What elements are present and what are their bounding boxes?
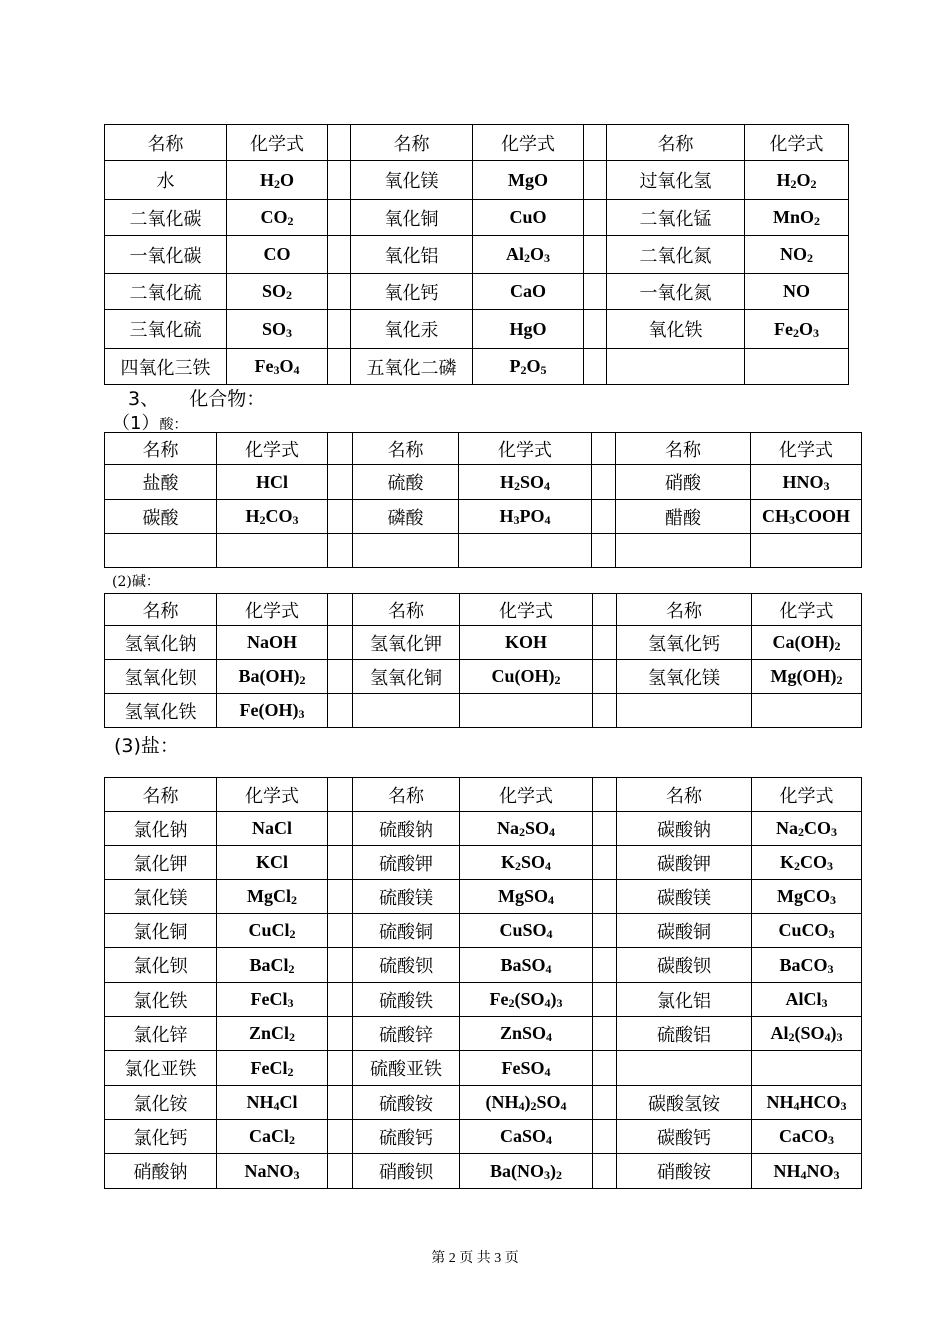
compound-name: 二氧化硫 [105, 274, 227, 310]
chemical-formula: HgO [473, 310, 584, 349]
column-gap [328, 1017, 353, 1051]
chemical-formula: $Fe_2(SO_4)_3$ [460, 983, 593, 1017]
chemical-formula [752, 1051, 862, 1086]
compound-name: 硫酸钠 [353, 812, 460, 846]
compound-name: 硫酸镁 [353, 880, 460, 914]
chemical-formula: $Mg(OH)_2$ [752, 660, 862, 694]
chemical-formula: $NH_4Cl$ [217, 1086, 328, 1120]
chemical-formula: BaCl$_2$ [217, 948, 328, 983]
formula-header: 化学式 [473, 125, 584, 161]
chemical-formula: FeCl$_3$ [217, 983, 328, 1017]
table-row [105, 1017, 862, 1051]
chemical-formula: AlCl$_3$ [752, 983, 862, 1017]
salts-body [105, 778, 862, 1189]
compound-name: 氯化钙 [105, 1120, 217, 1154]
table-row [105, 465, 862, 500]
chemical-formula: KOH [460, 626, 593, 660]
column-gap [328, 1154, 353, 1189]
name-header: 名称 [616, 433, 751, 465]
compound-name [617, 694, 752, 728]
compound-name [616, 534, 751, 568]
column-gap [328, 914, 353, 948]
header-row [105, 594, 862, 626]
compound-name: 硫酸铝 [617, 1017, 752, 1051]
chemical-formula: MgO [473, 161, 584, 200]
compound-name: 硝酸钠 [105, 1154, 217, 1189]
compound-name: 氧化铜 [351, 200, 473, 236]
compound-name: 氢氧化钡 [105, 660, 217, 694]
chemical-formula [217, 534, 328, 568]
compound-name: 氢氧化铁 [105, 694, 217, 728]
compound-name: 硫酸铜 [353, 914, 460, 948]
column-gap [328, 812, 353, 846]
compound-name: 氯化铁 [105, 983, 217, 1017]
chemical-formula: $(NH_4)_2SO_4$ [460, 1086, 593, 1120]
column-gap [328, 534, 353, 568]
column-gap [584, 236, 607, 274]
compound-name: 二氧化氮 [607, 236, 745, 274]
name-header: 名称 [105, 433, 217, 465]
column-gap [328, 846, 353, 880]
section-3-number: 3、 [128, 388, 160, 410]
compound-name: 三氧化硫 [105, 310, 227, 349]
compound-name: 氢氧化钾 [353, 626, 460, 660]
column-gap [328, 948, 353, 983]
column-gap [584, 161, 607, 200]
chemical-formula [460, 694, 593, 728]
compound-name: 一氧化氮 [607, 274, 745, 310]
compound-name: 碳酸钙 [617, 1120, 752, 1154]
compound-name: 二氧化锰 [607, 200, 745, 236]
column-gap [584, 274, 607, 310]
compound-name: 碳酸钡 [617, 948, 752, 983]
chemical-formula: $P_2O_5$ [473, 349, 584, 385]
column-gap [593, 914, 617, 948]
chemical-formula: $K_2CO_3$ [752, 846, 862, 880]
compound-name: 硝酸铵 [617, 1154, 752, 1189]
chemical-formula: CaO [473, 274, 584, 310]
compound-name: 水 [105, 161, 227, 200]
salts-label: (3)盐： [114, 735, 179, 757]
bases-label: (2)碱： [112, 574, 160, 590]
compound-name: 硫酸 [353, 465, 459, 500]
formula-header: 化学式 [460, 778, 593, 812]
compound-name: 氢氧化镁 [617, 660, 752, 694]
compound-name: 五氧化二磷 [351, 349, 473, 385]
compound-name: 氯化钡 [105, 948, 217, 983]
compound-name: 氢氧化钠 [105, 626, 217, 660]
compound-name: 一氧化碳 [105, 236, 227, 274]
column-gap [593, 812, 617, 846]
column-gap [328, 125, 351, 161]
compound-name: 氧化汞 [351, 310, 473, 349]
salts-table [104, 777, 862, 1189]
column-gap [328, 433, 353, 465]
compound-name: 硝酸钡 [353, 1154, 460, 1189]
name-header: 名称 [105, 125, 227, 161]
compound-name [353, 534, 459, 568]
compound-name: 四氧化三铁 [105, 349, 227, 385]
table-row [105, 274, 849, 310]
column-gap [328, 1086, 353, 1120]
table-row [105, 660, 862, 694]
chemical-formula [745, 349, 849, 385]
column-gap [593, 846, 617, 880]
section-3-title: 化合物： [189, 388, 266, 410]
column-gap [328, 274, 351, 310]
table-row [105, 812, 862, 846]
compound-name: 硫酸铵 [353, 1086, 460, 1120]
compound-name: 氧化铝 [351, 236, 473, 274]
chemical-formula: ZnSO$_4$ [460, 1017, 593, 1051]
column-gap [328, 983, 353, 1017]
formula-header: 化学式 [217, 778, 328, 812]
chemical-formula: NO [745, 274, 849, 310]
acids-label-text: 酸： [159, 417, 188, 433]
chemical-formula: CuCO$_3$ [752, 914, 862, 948]
chemical-formula: $Fe_3O_4$ [227, 349, 328, 385]
column-gap [592, 433, 616, 465]
column-gap [328, 1120, 353, 1154]
header-row [105, 778, 862, 812]
acids-body [105, 433, 862, 568]
acids-label-number: （1） [112, 413, 160, 434]
compound-name: 盐酸 [105, 465, 217, 500]
column-gap [592, 465, 616, 500]
chemical-formula: $HNO_3$ [751, 465, 862, 500]
compound-name [607, 349, 745, 385]
formula-header: 化学式 [459, 433, 592, 465]
compound-name: 氧化镁 [351, 161, 473, 200]
column-gap [328, 161, 351, 200]
compound-name: 硫酸钾 [353, 846, 460, 880]
name-header: 名称 [617, 594, 752, 626]
compound-name: 硫酸锌 [353, 1017, 460, 1051]
chemical-formula: $H_3PO_4$ [459, 500, 592, 534]
column-gap [593, 694, 617, 728]
formula-header: 化学式 [751, 433, 862, 465]
chemical-formula: CuO [473, 200, 584, 236]
name-header: 名称 [353, 433, 459, 465]
chemical-formula: $SO_2$ [227, 274, 328, 310]
column-gap [592, 500, 616, 534]
chemical-formula: MgSO$_4$ [460, 880, 593, 914]
column-gap [328, 880, 353, 914]
column-gap [328, 694, 353, 728]
chemical-formula: $CH_3COOH$ [751, 500, 862, 534]
chemical-formula: BaCO$_3$ [752, 948, 862, 983]
column-gap [593, 1051, 617, 1086]
compound-name: 硫酸钙 [353, 1120, 460, 1154]
table-row [105, 161, 849, 200]
page-footer: 第 2 页 共 3 页 [431, 1251, 519, 1266]
column-gap [593, 594, 617, 626]
table-row [105, 626, 862, 660]
chemical-formula: $Na_2SO_4$ [460, 812, 593, 846]
column-gap [593, 880, 617, 914]
table-row [105, 694, 862, 728]
bases-table [104, 593, 862, 728]
chemical-formula: CuCl$_2$ [217, 914, 328, 948]
name-header: 名称 [617, 778, 752, 812]
compound-name: 氧化钙 [351, 274, 473, 310]
formula-header: 化学式 [217, 433, 328, 465]
table-row [105, 1120, 862, 1154]
compound-name: 硫酸铁 [353, 983, 460, 1017]
chemical-formula: $Al_2O_3$ [473, 236, 584, 274]
compound-name: 氯化钾 [105, 846, 217, 880]
table-row [105, 1154, 862, 1189]
column-gap [584, 310, 607, 349]
name-header: 名称 [351, 125, 473, 161]
compound-name: 碳酸钾 [617, 846, 752, 880]
chemical-formula: $SO_3$ [227, 310, 328, 349]
table-row [105, 500, 862, 534]
column-gap [328, 626, 353, 660]
compound-name: 过氧化氢 [607, 161, 745, 200]
table-row [105, 310, 849, 349]
chemical-formula: $Fe(OH)_3$ [217, 694, 328, 728]
compound-name: 碳酸 [105, 500, 217, 534]
formula-header: 化学式 [217, 594, 328, 626]
acids-table [104, 432, 862, 568]
chemical-formula: $H_2O$ [227, 161, 328, 200]
chemical-formula: FeCl$_2$ [217, 1051, 328, 1086]
name-header: 名称 [353, 594, 460, 626]
chemical-formula: MnO$_2$ [745, 200, 849, 236]
compound-name: 氯化铜 [105, 914, 217, 948]
column-gap [593, 983, 617, 1017]
table-row [105, 914, 862, 948]
oxides-table [104, 124, 849, 385]
column-gap [593, 778, 617, 812]
compound-name: 二氧化碳 [105, 200, 227, 236]
name-header: 名称 [607, 125, 745, 161]
compound-name: 碳酸铜 [617, 914, 752, 948]
column-gap [328, 1051, 353, 1086]
chemical-formula: CO [227, 236, 328, 274]
header-row [105, 125, 849, 161]
compound-name: 碳酸钠 [617, 812, 752, 846]
table-row [105, 236, 849, 274]
chemical-formula: $Ca(OH)_2$ [752, 626, 862, 660]
chemical-formula: $NO_2$ [745, 236, 849, 274]
column-gap [584, 125, 607, 161]
chemical-formula: NaNO$_3$ [217, 1154, 328, 1189]
chemical-formula: $Ba(NO_3)_2$ [460, 1154, 593, 1189]
compound-name: 氯化亚铁 [105, 1051, 217, 1086]
compound-name [617, 1051, 752, 1086]
chemical-formula: $Na_2CO_3$ [752, 812, 862, 846]
compound-name: 硫酸亚铁 [353, 1051, 460, 1086]
chemical-formula: CuSO$_4$ [460, 914, 593, 948]
chemical-formula: NaOH [217, 626, 328, 660]
compound-name: 碳酸氢铵 [617, 1086, 752, 1120]
column-gap [328, 594, 353, 626]
chemical-formula [751, 534, 862, 568]
table-row [105, 846, 862, 880]
table-row [105, 1086, 862, 1120]
compound-name: 碳酸镁 [617, 880, 752, 914]
chemical-formula: MgCl$_2$ [217, 880, 328, 914]
compound-name: 氢氧化铜 [353, 660, 460, 694]
compound-name: 氯化铝 [617, 983, 752, 1017]
formula-header: 化学式 [745, 125, 849, 161]
chemical-formula: $Ba(OH)_2$ [217, 660, 328, 694]
chemical-formula: MgCO$_3$ [752, 880, 862, 914]
table-row [105, 948, 862, 983]
chemical-formula: $CO_2$ [227, 200, 328, 236]
chemical-formula: $Cu(OH)_2$ [460, 660, 593, 694]
table-row [105, 880, 862, 914]
formula-header: 化学式 [752, 594, 862, 626]
column-gap [328, 200, 351, 236]
name-header: 名称 [105, 594, 217, 626]
chemical-formula: $Al_2(SO_4)_3$ [752, 1017, 862, 1051]
chemical-formula: $NH_4NO_3$ [752, 1154, 862, 1189]
compound-name: 氢氧化钙 [617, 626, 752, 660]
chemical-formula [459, 534, 592, 568]
column-gap [328, 660, 353, 694]
compound-name: 硫酸钡 [353, 948, 460, 983]
compound-name: 氯化钠 [105, 812, 217, 846]
chemical-formula: NaCl [217, 812, 328, 846]
chemical-formula: CaCl$_2$ [217, 1120, 328, 1154]
compound-name: 氯化锌 [105, 1017, 217, 1051]
chemical-formula: KCl [217, 846, 328, 880]
section-3-heading [128, 384, 265, 411]
column-gap [593, 660, 617, 694]
column-gap [328, 500, 353, 534]
column-gap [593, 1017, 617, 1051]
column-gap [328, 349, 351, 385]
chemical-formula: ZnCl$_2$ [217, 1017, 328, 1051]
header-row [105, 433, 862, 465]
column-gap [584, 349, 607, 385]
table-row [105, 983, 862, 1017]
table-row [105, 534, 862, 568]
column-gap [593, 626, 617, 660]
compound-name: 氯化铵 [105, 1086, 217, 1120]
compound-name: 磷酸 [353, 500, 459, 534]
chemical-formula: CaSO$_4$ [460, 1120, 593, 1154]
oxides-body [105, 125, 849, 385]
name-header: 名称 [353, 778, 460, 812]
chemical-formula: $K_2SO_4$ [460, 846, 593, 880]
chemical-formula: HCl [217, 465, 328, 500]
formula-header: 化学式 [460, 594, 593, 626]
column-gap [593, 948, 617, 983]
compound-name: 醋酸 [616, 500, 751, 534]
column-gap [593, 1086, 617, 1120]
compound-name: 氧化铁 [607, 310, 745, 349]
bases-body [105, 594, 862, 728]
chemical-formula: BaSO$_4$ [460, 948, 593, 983]
table-row [105, 1051, 862, 1086]
chemical-formula: CaCO$_3$ [752, 1120, 862, 1154]
chemical-formula: FeSO$_4$ [460, 1051, 593, 1086]
table-row [105, 200, 849, 236]
compound-name: 氯化镁 [105, 880, 217, 914]
chemical-formula: $NH_4HCO_3$ [752, 1086, 862, 1120]
chemical-formula: $H_2O_2$ [745, 161, 849, 200]
formula-header: 化学式 [227, 125, 328, 161]
column-gap [328, 778, 353, 812]
column-gap [328, 465, 353, 500]
column-gap [328, 236, 351, 274]
chemical-formula: $H_2SO_4$ [459, 465, 592, 500]
name-header: 名称 [105, 778, 217, 812]
compound-name: 硝酸 [616, 465, 751, 500]
chemical-formula: $Fe_2O_3$ [745, 310, 849, 349]
table-row [105, 349, 849, 385]
formula-header: 化学式 [752, 778, 862, 812]
column-gap [584, 200, 607, 236]
compound-name [353, 694, 460, 728]
chemical-formula [752, 694, 862, 728]
column-gap [593, 1120, 617, 1154]
column-gap [592, 534, 616, 568]
column-gap [328, 310, 351, 349]
compound-name [105, 534, 217, 568]
column-gap [593, 1154, 617, 1189]
chemical-formula: $H_2CO_3$ [217, 500, 328, 534]
